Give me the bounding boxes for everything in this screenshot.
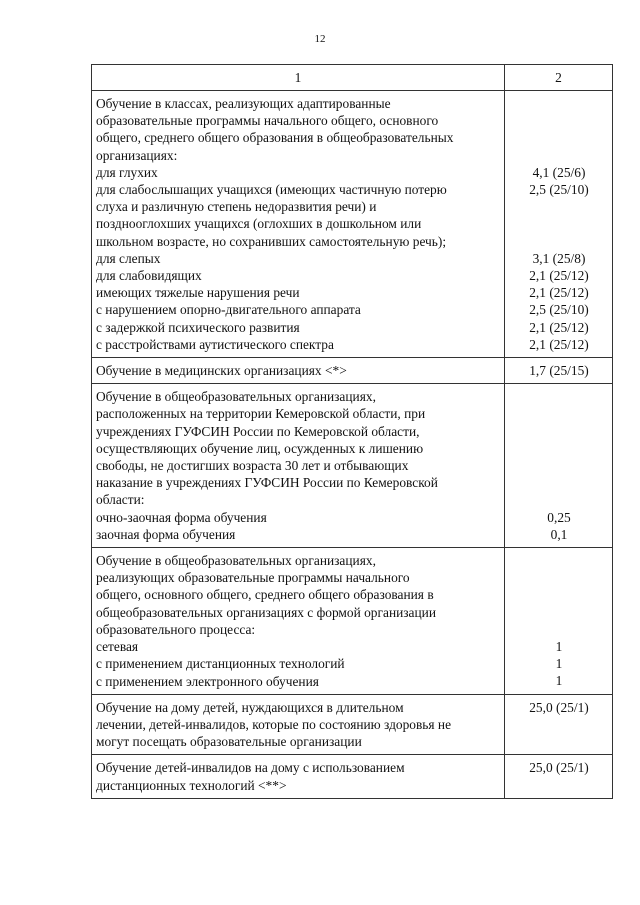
value-spacer xyxy=(509,423,609,440)
value-spacer xyxy=(509,569,609,586)
value-line: 1 xyxy=(555,639,563,655)
value-line: 1,7 (25/15) xyxy=(529,363,589,379)
description-line: Обучение в медицинских организациях <*> xyxy=(96,363,347,379)
value-line: 2,5 (25/10) xyxy=(529,302,589,318)
value-line: 25,0 (25/1) xyxy=(529,760,589,776)
value-line: 2,1 (25/12) xyxy=(529,285,589,301)
description-line: Обучение в общеобразовательных организациях, xyxy=(96,389,376,405)
value-spacer xyxy=(509,440,609,457)
row-description-cell xyxy=(92,694,505,755)
description-line: школьном возрасте, но сохранивших самостоятельную речь); xyxy=(96,233,447,249)
value-spacer xyxy=(509,621,609,638)
value-spacer xyxy=(509,777,609,794)
description-line: реализующих образовательные программы начального xyxy=(96,570,410,586)
value-spacer xyxy=(509,215,609,232)
norms-table xyxy=(91,64,613,799)
row-value-cell xyxy=(505,358,613,384)
value-line: 1 xyxy=(555,656,563,672)
value-spacer xyxy=(509,147,609,164)
description-line: с нарушением опорно-двигательного аппарата xyxy=(96,302,361,318)
table-header-row xyxy=(92,65,613,91)
description-line: дистанционных технологий <**> xyxy=(96,777,287,793)
description-line: с задержкой психического развития xyxy=(96,319,300,335)
value-line: 2,5 (25/10) xyxy=(529,181,589,197)
description-line: лечении, детей-инвалидов, которые по состоянию здоровья не xyxy=(96,716,452,732)
description-line: позднооглохших учащихся (оглохших в дошкольном или xyxy=(96,216,422,232)
value-spacer xyxy=(509,129,609,146)
description-line: имеющих тяжелые нарушения речи xyxy=(96,285,300,301)
description-line: общего, основного общего, среднего общего образования в xyxy=(96,587,434,603)
value-spacer xyxy=(509,552,609,569)
row-description-cell xyxy=(92,384,505,548)
description-line: сетевая xyxy=(96,639,139,655)
value-line: 2,1 (25/12) xyxy=(529,336,589,352)
value-spacer xyxy=(509,474,609,491)
description-line: осуществляющих обучение лиц, осужденных к лишению xyxy=(96,440,424,456)
description-line: расположенных на территории Кемеровской области, при xyxy=(96,406,426,422)
row-value-cell xyxy=(505,755,613,798)
description-line: общеобразовательных организациях с формой организации xyxy=(96,604,437,620)
value-line: 25,0 (25/1) xyxy=(529,699,589,715)
row-value-cell xyxy=(505,91,613,358)
row-description-cell xyxy=(92,358,505,384)
row-value-cell xyxy=(505,694,613,755)
value-spacer xyxy=(509,198,609,215)
table-row xyxy=(92,548,613,695)
column-header-2: 2 xyxy=(505,65,613,91)
page-number: 12 xyxy=(314,33,326,45)
description-line: для слабовидящих xyxy=(96,268,202,284)
row-value-cell xyxy=(505,384,613,548)
value-spacer xyxy=(509,733,609,750)
value-spacer xyxy=(509,604,609,621)
table-row xyxy=(92,384,613,548)
description-line: для слабослышащих учащихся (имеющих частичную потерю xyxy=(96,182,447,198)
value-spacer xyxy=(509,405,609,422)
value-spacer xyxy=(509,491,609,508)
row-description-cell xyxy=(92,755,505,798)
row-description-cell xyxy=(92,91,505,358)
description-line: слуха и различную степень недоразвития речи) и xyxy=(96,199,377,215)
value-spacer xyxy=(509,388,609,405)
table-row xyxy=(92,694,613,755)
value-line: 3,1 (25/8) xyxy=(532,250,586,266)
description-line: наказание в учреждениях ГУФСИН России по Кемеровской xyxy=(96,475,438,491)
row-description-cell xyxy=(92,548,505,695)
description-line: Обучение детей-инвалидов на дому с использованием xyxy=(96,760,405,776)
description-line: могут посещать образовательные организации xyxy=(96,734,362,750)
value-spacer xyxy=(509,112,609,129)
description-line: образовательного процесса: xyxy=(96,621,256,637)
value-line: 0,25 xyxy=(547,509,571,525)
description-line: Обучение в общеобразовательных организациях, xyxy=(96,553,376,569)
description-line: Обучение в классах, реализующих адаптированные xyxy=(96,96,391,111)
value-line: 2,1 (25/12) xyxy=(529,319,589,335)
value-line: 1 xyxy=(555,673,563,689)
value-spacer xyxy=(509,716,609,733)
value-line: 0,1 xyxy=(550,526,568,542)
description-line: очно-заочная форма обучения xyxy=(96,509,267,525)
description-line: с расстройствами аутистического спектра xyxy=(96,336,334,352)
description-line: образовательные программы начального общего, основного xyxy=(96,113,439,129)
description-line: организациях: xyxy=(96,147,178,163)
table-row xyxy=(92,358,613,384)
description-line: свободы, не достигших возраста 30 лет и отбывающих xyxy=(96,458,409,474)
table-row xyxy=(92,91,613,358)
value-line: 4,1 (25/6) xyxy=(532,164,586,180)
value-line: 2,1 (25/12) xyxy=(529,267,589,283)
value-spacer xyxy=(509,457,609,474)
description-line: заочная форма обучения xyxy=(96,526,236,542)
description-line: области: xyxy=(96,492,145,508)
value-spacer xyxy=(509,586,609,603)
description-line: учреждениях ГУФСИН России по Кемеровской области, xyxy=(96,423,420,439)
table-body xyxy=(92,65,613,799)
description-line: общего, среднего общего образования в общеобразовательных xyxy=(96,130,454,146)
description-line: с применением электронного обучения xyxy=(96,673,319,689)
table-row xyxy=(92,755,613,798)
description-line: Обучение на дому детей, нуждающихся в длительном xyxy=(96,699,404,715)
value-spacer xyxy=(509,233,609,250)
description-line: для глухих xyxy=(96,164,158,180)
description-line: для слепых xyxy=(96,250,161,266)
value-spacer xyxy=(509,95,609,112)
column-header-1: 1 xyxy=(92,65,505,91)
row-value-cell xyxy=(505,548,613,695)
description-line: с применением дистанционных технологий xyxy=(96,656,345,672)
